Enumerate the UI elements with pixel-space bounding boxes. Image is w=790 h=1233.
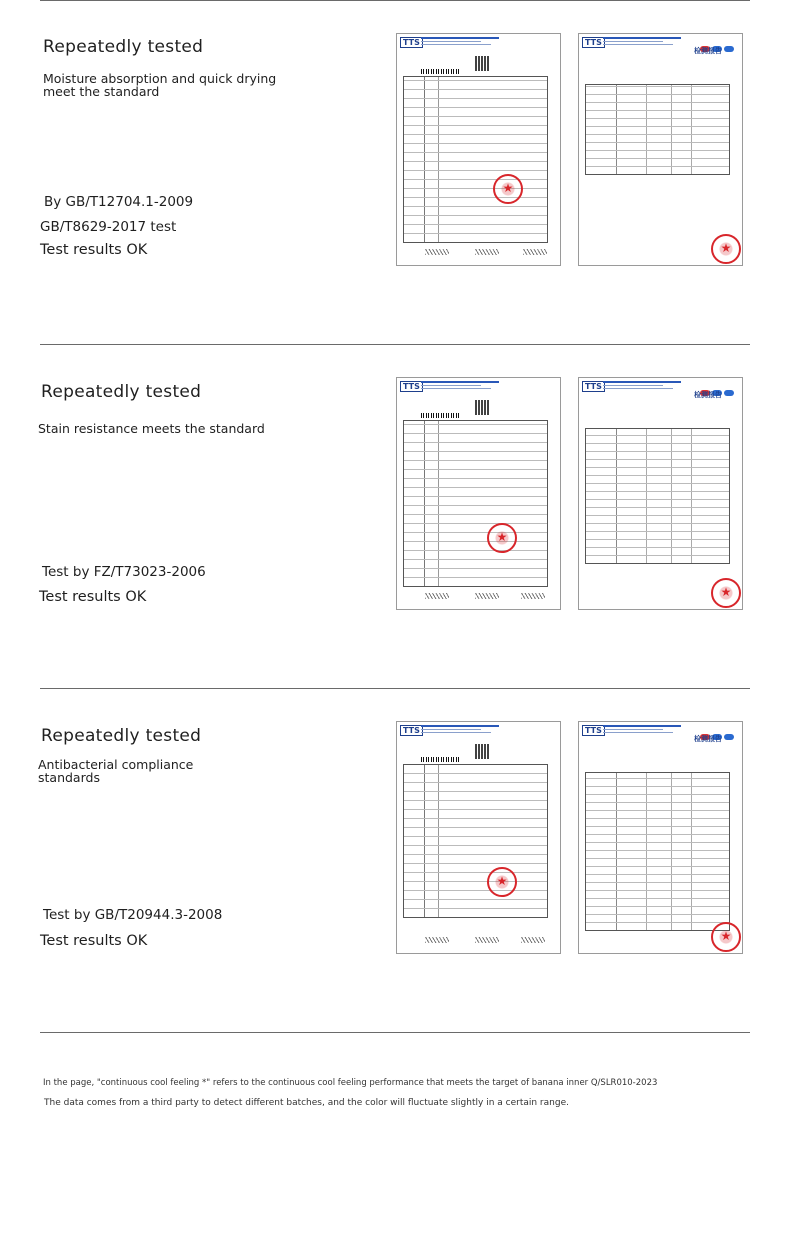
divider-3 (40, 1032, 750, 1033)
report-results-table (585, 84, 730, 175)
tts-logo: TTS (582, 37, 605, 48)
qr-code-icon (475, 744, 490, 759)
report-table (403, 76, 548, 243)
test-report-page-1 (396, 377, 561, 610)
test-section-moisture (0, 0, 790, 300)
test-report-page-1 (396, 33, 561, 266)
official-seal-icon (711, 922, 741, 952)
test-report-page-1 (396, 721, 561, 954)
section-subtitle: Stain resistance meets the standard (38, 421, 265, 436)
test-result: Test results OK (39, 589, 147, 605)
official-seal-icon (487, 867, 517, 897)
test-report-page-2 (578, 33, 743, 266)
barcode-icon (421, 757, 461, 762)
footnote-data-source: The data comes from a third party to detect different batches, and the color will fluctuate slightly in a certain range. (44, 1098, 569, 1108)
official-seal-icon (711, 578, 741, 608)
official-seal-icon (711, 234, 741, 264)
report-title: 检测报告 (694, 735, 722, 743)
section-subtitle: Antibacterial compliance standards (38, 757, 194, 785)
certification-badges-icon (700, 381, 738, 388)
standard-line-1: Test by FZ/T73023-2006 (42, 564, 206, 580)
certification-badges-icon (700, 37, 738, 44)
test-report-page-2 (578, 377, 743, 610)
qr-code-icon (475, 400, 490, 415)
certification-badges-icon (700, 725, 738, 732)
standard-line-1: Test by GB/T20944.3-2008 (43, 907, 223, 923)
section-heading: Repeatedly tested (43, 37, 204, 57)
report-title: 检测报告 (694, 391, 722, 399)
test-section-antibacterial (0, 688, 790, 988)
footnote-cool-feeling: In the page, "continuous cool feeling *" refers to the continuous cool feeling performance that meets the target of banana inner Q/SLR010-2023 (43, 1078, 658, 1088)
qr-code-icon (475, 56, 490, 71)
section-heading: Repeatedly tested (41, 382, 202, 402)
tts-logo: TTS (400, 37, 423, 48)
barcode-icon (421, 413, 461, 418)
tts-logo: TTS (582, 381, 605, 392)
tts-logo: TTS (400, 725, 423, 736)
test-section-stain (0, 344, 790, 644)
official-seal-icon (487, 523, 517, 553)
barcode-icon (421, 69, 461, 74)
test-report-page-2 (578, 721, 743, 954)
report-title: 检测报告 (694, 47, 722, 55)
report-results-table (585, 428, 730, 564)
test-result: Test results OK (40, 242, 148, 258)
official-seal-icon (493, 174, 523, 204)
report-table (403, 764, 548, 918)
tts-logo: TTS (582, 725, 605, 736)
report-table (403, 420, 548, 587)
test-result: Test results OK (40, 933, 148, 949)
standard-line-1: By GB/T12704.1-2009 (44, 194, 194, 210)
tts-logo: TTS (400, 381, 423, 392)
report-results-table (585, 772, 730, 931)
section-subtitle: Moisture absorption and quick drying meet the standard (43, 71, 277, 99)
standard-line-2: GB/T8629-2017 test (40, 219, 177, 235)
section-heading: Repeatedly tested (41, 726, 202, 746)
